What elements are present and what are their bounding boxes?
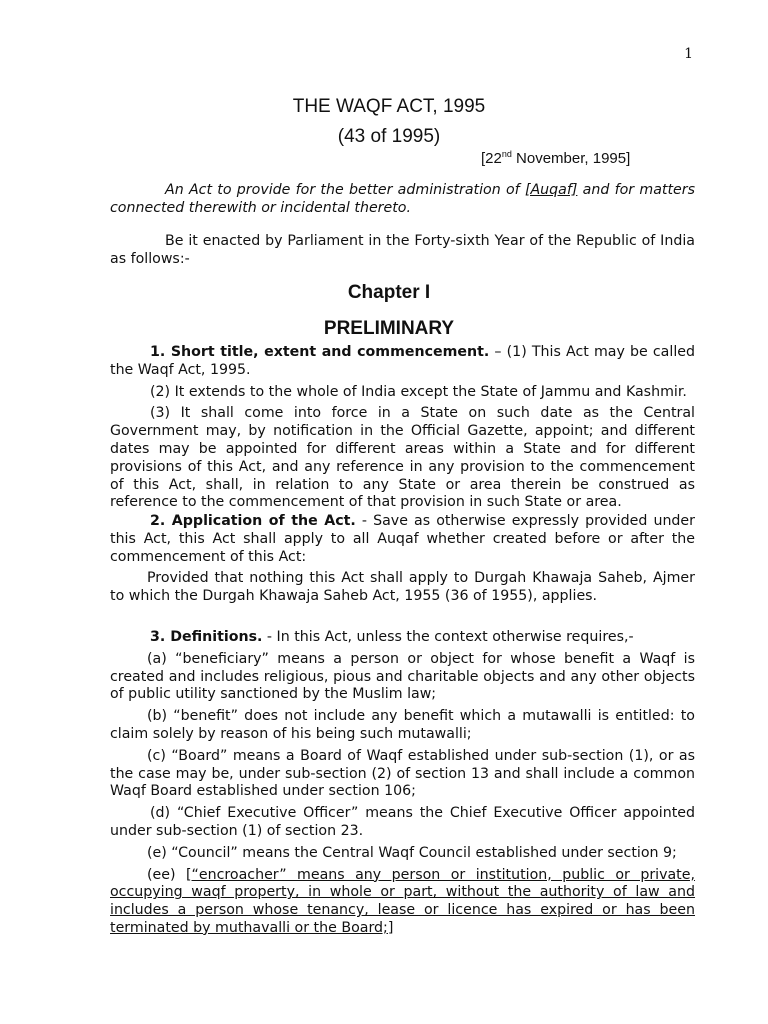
section-2-heading: 2. Application of the Act. — [150, 513, 356, 529]
section-1-sub-1: 1. Short title, extent and commencement. – (1) This Act may be called the Waqf Act, 1995. — [110, 344, 695, 378]
act-title: THE WAQF ACT, 1995 — [292, 96, 486, 117]
section-2-proviso: Provided that nothing this Act shall apply to Durgah Khawaja Saheb, Ajmer to which the Durgah Khawaja Saheb Act, 1955 (36 of 1955), applies. — [110, 570, 695, 605]
date-superscript: nd — [501, 149, 512, 159]
definition-b: (b) “benefit” does not include any benefit which a mutawalli is entitled: to claim solely by reason of his being such mutawalli; — [110, 708, 695, 742]
act-date — [481, 150, 630, 168]
section-3 — [110, 629, 695, 938]
section-3-body: 3. Definitions. - In this Act, unless the context otherwise requires,- — [150, 629, 634, 645]
section-1 — [110, 344, 695, 512]
page-number: 1 — [684, 46, 693, 62]
enacting-clause — [110, 233, 695, 269]
date-prefix: [22 — [481, 150, 502, 167]
definition-ee-amended-text[interactable]: [“encroacher” means any person or institution, public or private, occupying waqf property, in whole or part, without the authority of law and includes a person whose tenancy, lease or licence has expired or has been terminated by muthavalli or the Board;] — [110, 866, 695, 936]
section-2 — [110, 513, 695, 606]
section-3-heading: 3. Definitions. — [150, 629, 263, 645]
long-title — [110, 182, 695, 218]
auqaf-amendment-link[interactable]: [Auqaf] — [524, 182, 578, 198]
section-1-sub-3: (3) It shall come into force in a State on such date as the Central Government may, by notification in the Official Gazette, appoint; and different dates may be appointed for different areas within a State and for different provisions of this Act, and any reference in any provision to the commencement of this Act, shall, in relation to any State or area therein be construed as reference to the commencement of that provision in such State or area. — [110, 405, 695, 511]
definition-ee: (ee) [“encroacher” means any person or institution, public or private, occupying waqf property, in whole or part, without the authority of law and includes a person whose tenancy, lease or licence has expired or has been terminated by muthavalli or the Board;] — [110, 866, 695, 936]
chapter-number: Chapter I — [347, 282, 431, 303]
section-2-body: 2. Application of the Act. - Save as otherwise expressly provided under this Act, this Act shall apply to all Auqaf whether created before or after the commencement of this Act: — [110, 513, 695, 565]
definition-c: (c) “Board” means a Board of Waqf established under sub-section (1), or as the case may be, under sub-section (2) of section 13 and shall include a common Waqf Board established under section 106; — [110, 747, 695, 800]
section-1-sub-2: (2) It extends to the whole of India except the State of Jammu and Kashmir. — [150, 383, 687, 400]
date-suffix: November, 1995] — [511, 150, 631, 167]
definition-d: (d) “Chief Executive Officer” means the Chief Executive Officer appointed under sub-section (1) of section 23. — [110, 805, 695, 839]
definition-a: (a) “beneficiary” means a person or object for whose benefit a Waqf is created and includes religious, pious and charitable objects and any other objects of public utility sanctioned by the Muslim law; — [110, 650, 695, 703]
act-number: (43 of 1995) — [337, 126, 441, 147]
section-1-heading: 1. Short title, extent and commencement. — [150, 344, 490, 360]
long-title-text: An Act to provide for the better administration of [Auqaf] and for matters connected therewith or incidental thereto. — [110, 182, 695, 216]
definition-e: (e) “Council” means the Central Waqf Council established under section 9; — [147, 844, 677, 861]
chapter-name: PRELIMINARY — [323, 318, 455, 339]
enacting-clause-text: Be it enacted by Parliament in the Forty-sixth Year of the Republic of India as follows:- — [110, 233, 695, 267]
